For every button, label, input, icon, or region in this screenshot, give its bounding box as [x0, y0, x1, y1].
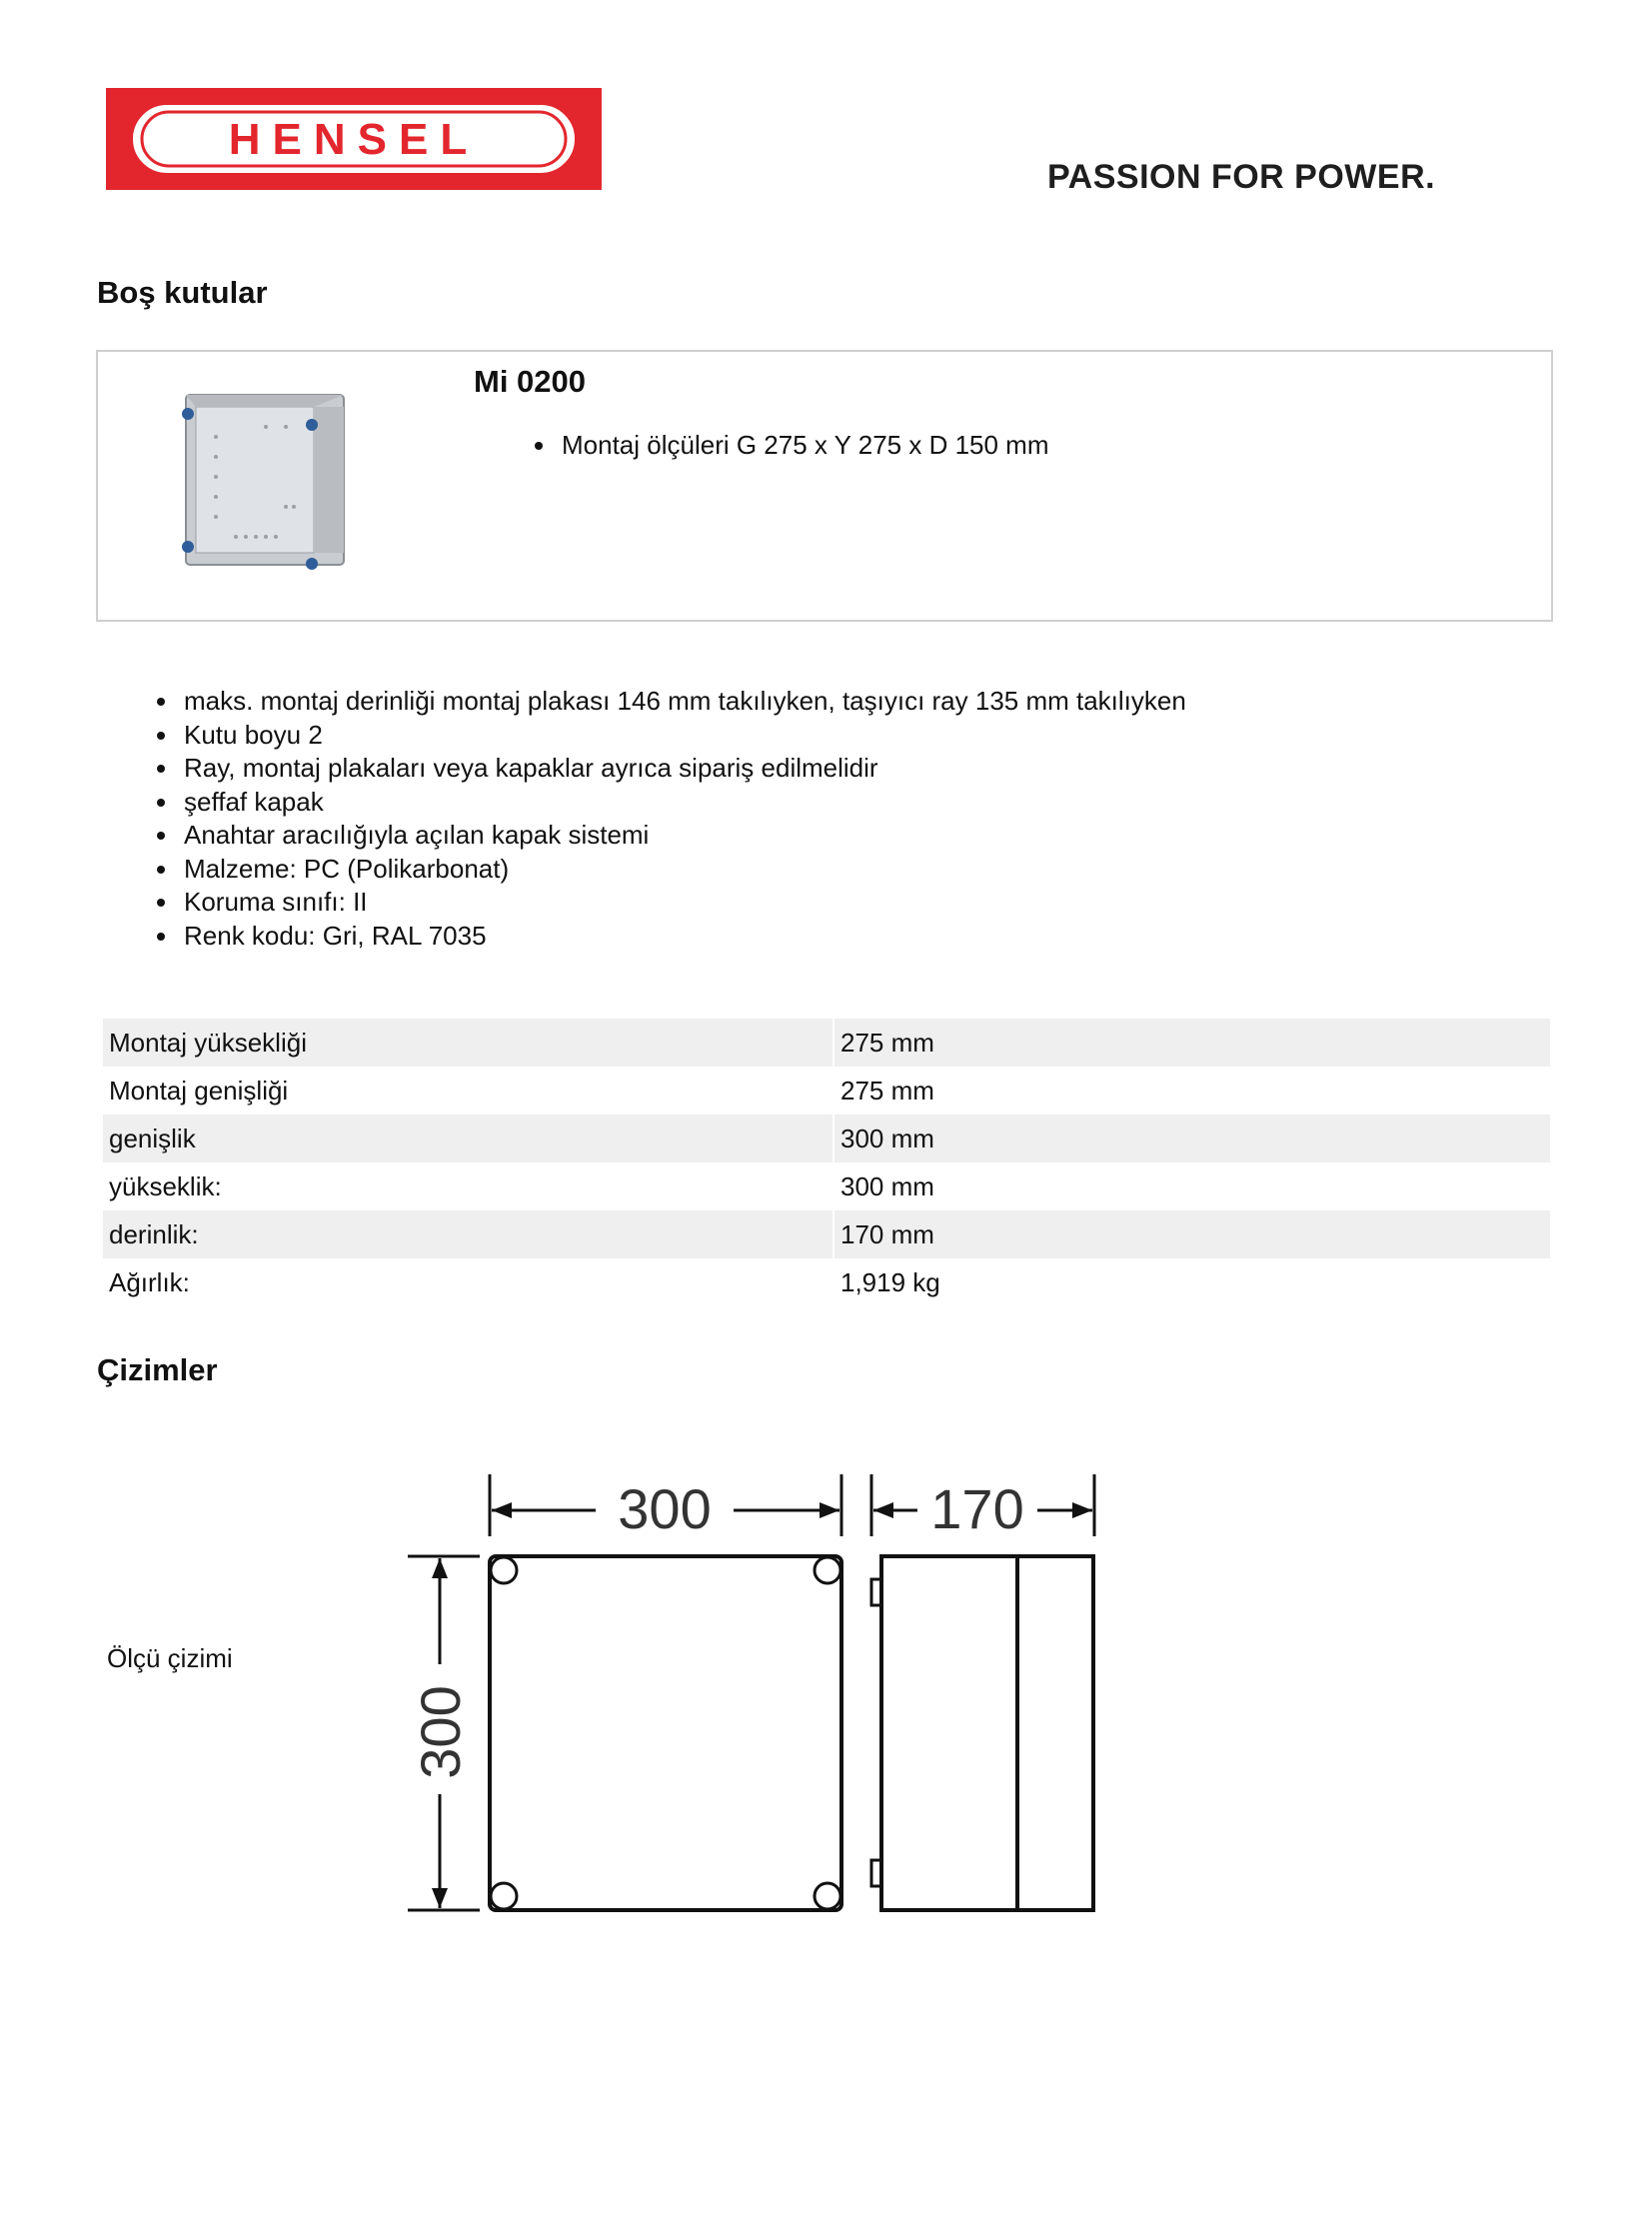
feature-item: • maks. montaj derinliği montaj plakası 146 mm takılıyken, taşıyıcı ray 135 mm takılıyken — [180, 685, 1186, 719]
table-row — [103, 1162, 1550, 1210]
table-row — [103, 1210, 1550, 1258]
dimension-drawing — [400, 1464, 1119, 1924]
spec-value: 170 mm — [834, 1210, 1550, 1258]
spec-value: 300 mm — [834, 1115, 1550, 1162]
hensel-logo — [106, 88, 602, 190]
brand-name: HENSEL — [228, 115, 480, 164]
width-dimension: 300 — [618, 1477, 712, 1540]
feature-item: • Anahtar aracılığıyla açılan kapak sistemi — [180, 819, 1186, 853]
spec-label: Ağırlık: — [109, 1266, 190, 1297]
height-dimension: 300 — [409, 1685, 472, 1779]
depth-dimension: 170 — [930, 1477, 1024, 1540]
section-title: Boş kutular — [97, 275, 268, 310]
hensel-logo-graphic — [106, 88, 602, 190]
product-image — [176, 387, 352, 573]
drawing-label: Ölçü çizimi — [107, 1643, 233, 1673]
table-row — [103, 1258, 1550, 1306]
spec-value: 275 mm — [834, 1019, 1550, 1067]
feature-item: • Renk kodu: Gri, RAL 7035 — [180, 920, 1186, 954]
product-title: Mi 0200 — [474, 364, 587, 399]
feature-item: • şeffaf kapak — [180, 786, 1186, 820]
drawings-title: Çizimler — [97, 1352, 218, 1387]
table-row — [103, 1019, 1550, 1067]
product-bullets — [530, 428, 1077, 462]
feature-list — [150, 685, 1186, 953]
spec-label: Montaj yüksekliği — [103, 1019, 832, 1067]
feature-item: • Kutu boyu 2 — [180, 719, 1186, 753]
table-row — [103, 1115, 1550, 1162]
spec-label: genişlik — [103, 1115, 832, 1162]
spec-label: Montaj genişliği — [109, 1075, 289, 1106]
spec-label: derinlik: — [103, 1210, 832, 1258]
feature-item: • Koruma sınıfı: II — [180, 886, 1186, 920]
spec-label: yükseklik: — [109, 1170, 222, 1201]
spec-value: 275 mm — [840, 1075, 934, 1106]
specs-table — [101, 1019, 1552, 1306]
slogan: PASSION FOR POWER. — [1047, 158, 1436, 196]
feature-item: • Malzeme: PC (Polikarbonat) — [180, 853, 1186, 887]
feature-item: • Ray, montaj plakaları veya kapaklar ayrıca sipariş edilmelidir — [180, 752, 1186, 786]
spec-value: 300 mm — [840, 1170, 934, 1201]
spec-value: 1,919 kg — [840, 1266, 940, 1297]
table-row — [103, 1067, 1550, 1115]
product-bullet: • Montaj ölçüleri G 275 x Y 275 x D 150 mm — [558, 428, 1077, 462]
